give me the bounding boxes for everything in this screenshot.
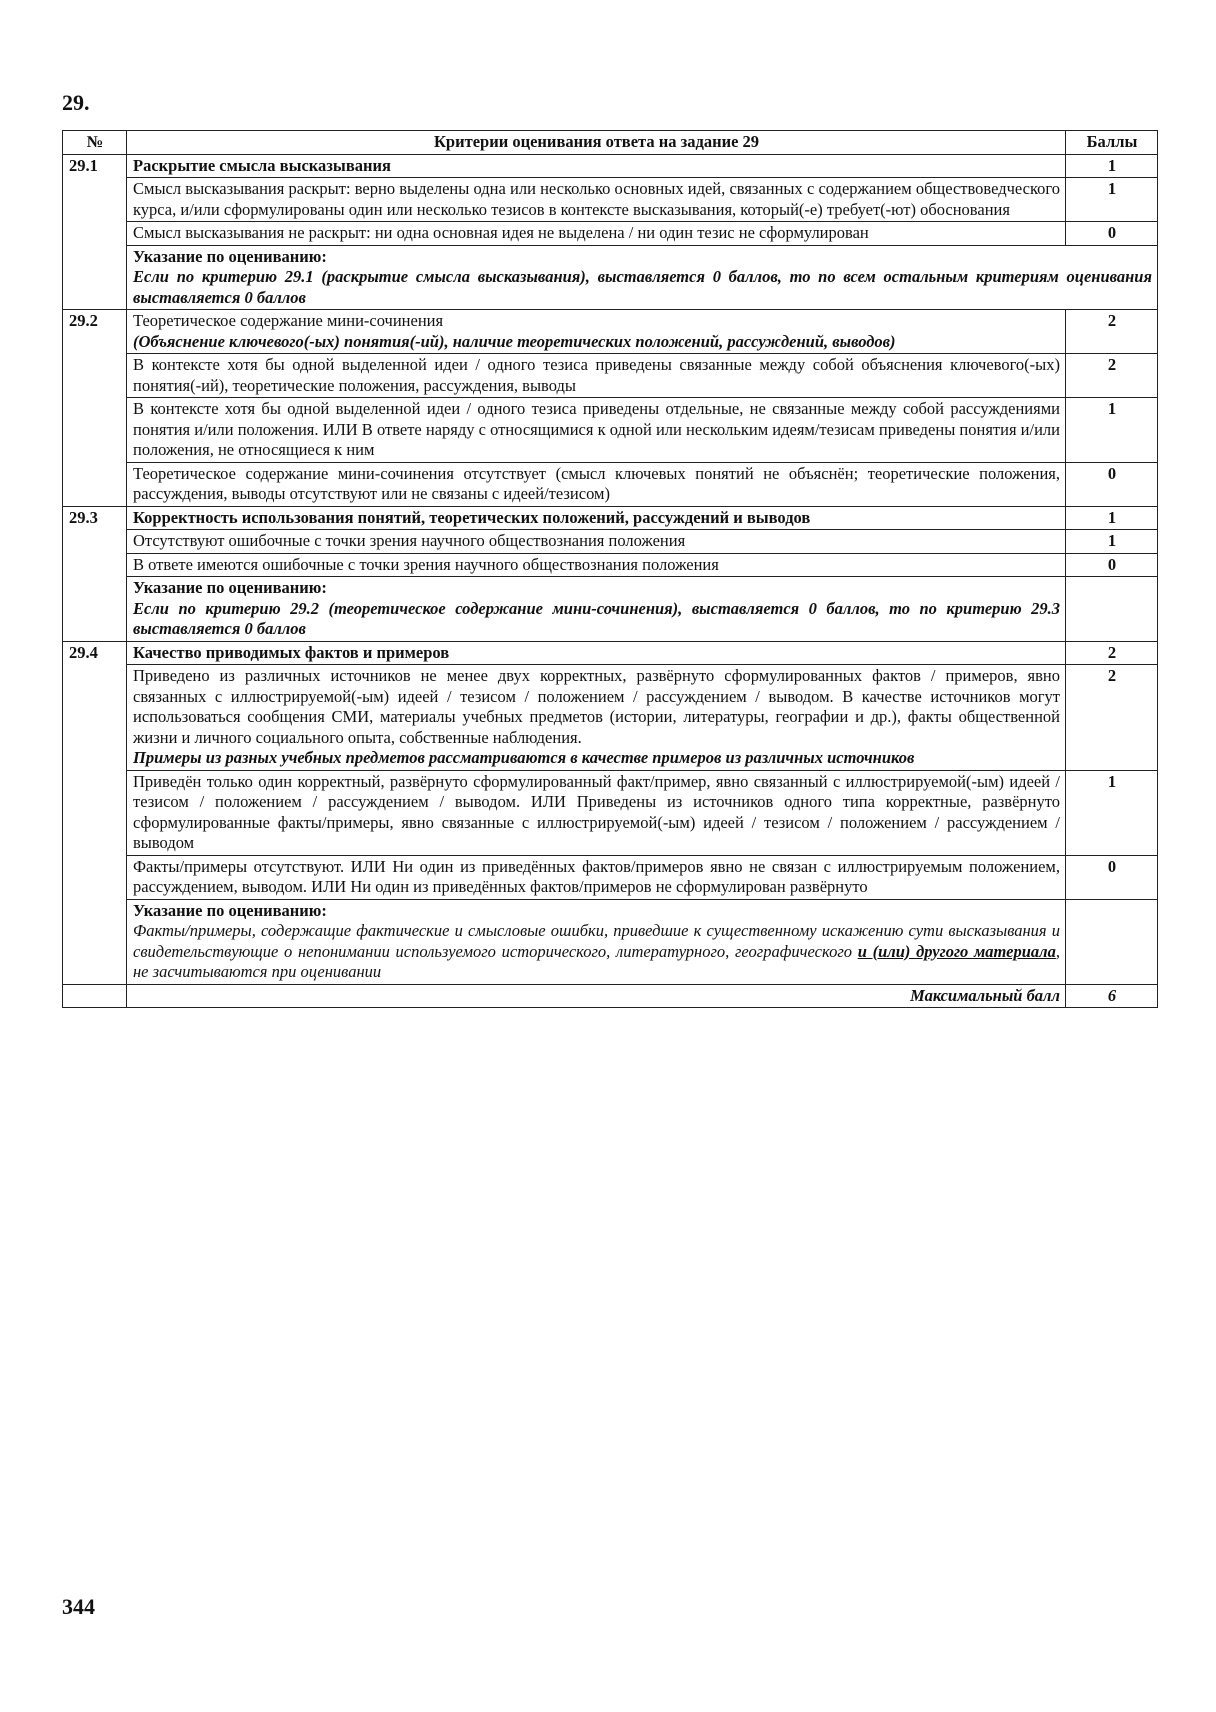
criterion-description: Факты/примеры отсутствуют. ИЛИ Ни один из приведённых фактов/примеров явно не связан с иллюстрируемым положением, рассуждением, выводом. ИЛИ Ни один из приведённых фактов/примеров не сформулирован развёрнуто: [127, 855, 1066, 899]
criterion-number: 29.3: [63, 506, 127, 641]
grading-hint: [127, 899, 1066, 984]
hint-text: [133, 921, 1060, 983]
score-cell: 0: [1066, 855, 1158, 899]
table-row: [63, 530, 1158, 554]
table-row: [63, 354, 1158, 398]
hint-title: Указание по оцениванию:: [133, 900, 327, 920]
score-cell: 1: [1066, 530, 1158, 554]
hint-text: Если по критерию 29.1 (раскрытие смысла высказывания), выставляется 0 баллов, то по всем остальным критериям оценивания выставляется 0 баллов: [133, 267, 1152, 307]
criterion-title-cell: [127, 310, 1066, 354]
table-row: [63, 222, 1158, 246]
score-cell: 2: [1066, 354, 1158, 398]
task-number: 29.: [62, 90, 90, 115]
score-cell: 1: [1066, 770, 1158, 855]
criterion-title: Качество приводимых фактов и примеров: [127, 641, 1066, 665]
criterion-row: [63, 506, 1158, 530]
empty-score-cell: [1066, 577, 1158, 642]
table-row: [63, 462, 1158, 506]
hint-text: Если по критерию 29.2 (теоретическое содержание мини-сочинения), выставляется 0 баллов, то по критерию 29.3 выставляется 0 баллов: [133, 598, 1060, 638]
hint-text-part2: , не засчитываются при оценивании: [133, 941, 1060, 981]
criterion-max-score: 2: [1066, 310, 1158, 354]
score-cell: 0: [1066, 462, 1158, 506]
criterion-number: 29.2: [63, 310, 127, 507]
score-cell: 0: [1066, 553, 1158, 577]
max-score-row: [63, 984, 1158, 1008]
table-row: [63, 178, 1158, 222]
hint-row: [63, 899, 1158, 984]
score-cell: 2: [1066, 665, 1158, 771]
criterion-title: Корректность использования понятий, теоретических положений, рассуждений и выводов: [127, 506, 1066, 530]
max-score-value: 6: [1066, 984, 1158, 1008]
page-number: 344: [62, 1594, 95, 1619]
criterion-number: 29.4: [63, 641, 127, 984]
table-row: [63, 665, 1158, 771]
criterion-number: 29.1: [63, 154, 127, 310]
criterion-description: В контексте хотя бы одной выделенной идеи / одного тезиса приведены отдельные, не связанные между собой рассуждениями понятия и/или положения. ИЛИ В ответе наряду с относящимися к одной или нескольким идеям/тезисам приведены понятия и/или положения, не относящиеся к ним: [127, 398, 1066, 463]
criterion-description: Теоретическое содержание мини-сочинения отсутствует (смысл ключевых понятий не объяснён; теоретические положения, рассуждения, выводы отсутствуют или не связаны с идеей/тезисом): [127, 462, 1066, 506]
criterion-description: В контексте хотя бы одной выделенной идеи / одного тезиса приведены связанные между собой объяснения ключевого(-ых) понятия(-ий), теоретические положения, рассуждения, выводы: [127, 354, 1066, 398]
criterion-row: [63, 310, 1158, 354]
criterion-description: В ответе имеются ошибочные с точки зрения научного обществознания положения: [127, 553, 1066, 577]
header-num: №: [63, 131, 127, 155]
hint-text-part1: Факты/примеры, содержащие фактические и смысловые ошибки, приведшие к существенному искажению сути высказывания и свидетельствующие о непонимании используемого исторического, литературного, географического: [133, 921, 1060, 961]
criterion-max-score: 1: [1066, 154, 1158, 178]
hint-row: [63, 245, 1158, 310]
criterion-title: Раскрытие смысла высказывания: [127, 154, 1066, 178]
table-row: [63, 770, 1158, 855]
criterion-subtitle: (Объяснение ключевого(-ых) понятия(-ий), наличие теоретических положений, рассуждений, выводов): [133, 331, 896, 351]
grading-hint: [127, 245, 1158, 310]
criterion-description: Смысл высказывания раскрыт: верно выделены одна или несколько основных идей, связанных с содержанием обществоведческого курса, и/или сформулированы один или несколько тезисов в контексте высказывания, который(-е) требует(-ют) обоснования: [127, 178, 1066, 222]
empty-score-cell: [1066, 899, 1158, 984]
table-row: [63, 398, 1158, 463]
grading-hint: [127, 577, 1066, 642]
hint-text-underlined: и (или) другого материала: [857, 941, 1056, 961]
criterion-title: Теоретическое содержание мини-сочинения: [133, 311, 444, 330]
criterion-description-cell: [127, 665, 1066, 771]
hint-title: Указание по оцениванию:: [133, 246, 327, 266]
criterion-description: Смысл высказывания не раскрыт: ни одна основная идея не выделена / ни один тезис не сформулирован: [127, 222, 1066, 246]
table-row: [63, 855, 1158, 899]
hint-row: [63, 577, 1158, 642]
criterion-description: Приведено из различных источников не менее двух корректных, развёрнуто сформулированных фактов / примеров, явно связанных с иллюстрируемой(-ым) идеей / тезисом / положением / рассуждением / выводом. В качестве источников могут использоваться сообщения СМИ, материалы учебных предметов (истории, литературы, географии и др.), факты общественной жизни и личного социального опыта, собственные наблюдения.: [133, 666, 1060, 747]
header-score: Баллы: [1066, 131, 1158, 155]
empty-num-cell: [63, 984, 127, 1008]
criterion-max-score: 2: [1066, 641, 1158, 665]
score-cell: 1: [1066, 178, 1158, 222]
table-row: [63, 553, 1158, 577]
criterion-description: Приведён только один корректный, развёрнуто сформулированный факт/пример, явно связанный с иллюстрируемой(-ым) идеей / тезисом / положением / рассуждением / выводом. ИЛИ Приведены из источников одного типа корректные, развёрнуто сформулированные факты/примеры, явно связанные с иллюстрируемой(-ым) идеей / тезисом / положением / рассуждением / выводом: [127, 770, 1066, 855]
criteria-table: [62, 130, 1158, 1008]
criterion-note: Примеры из разных учебных предметов рассматриваются в качестве примеров из различных источников: [133, 748, 915, 767]
header-criteria: Критерии оценивания ответа на задание 29: [127, 131, 1066, 155]
score-cell: 1: [1066, 398, 1158, 463]
max-score-label: Максимальный балл: [127, 984, 1066, 1008]
criterion-row: [63, 154, 1158, 178]
hint-title: Указание по оцениванию:: [133, 578, 327, 597]
criterion-row: [63, 641, 1158, 665]
criterion-description: Отсутствуют ошибочные с точки зрения научного обществознания положения: [127, 530, 1066, 554]
table-header-row: [63, 131, 1158, 155]
criterion-max-score: 1: [1066, 506, 1158, 530]
score-cell: 0: [1066, 222, 1158, 246]
